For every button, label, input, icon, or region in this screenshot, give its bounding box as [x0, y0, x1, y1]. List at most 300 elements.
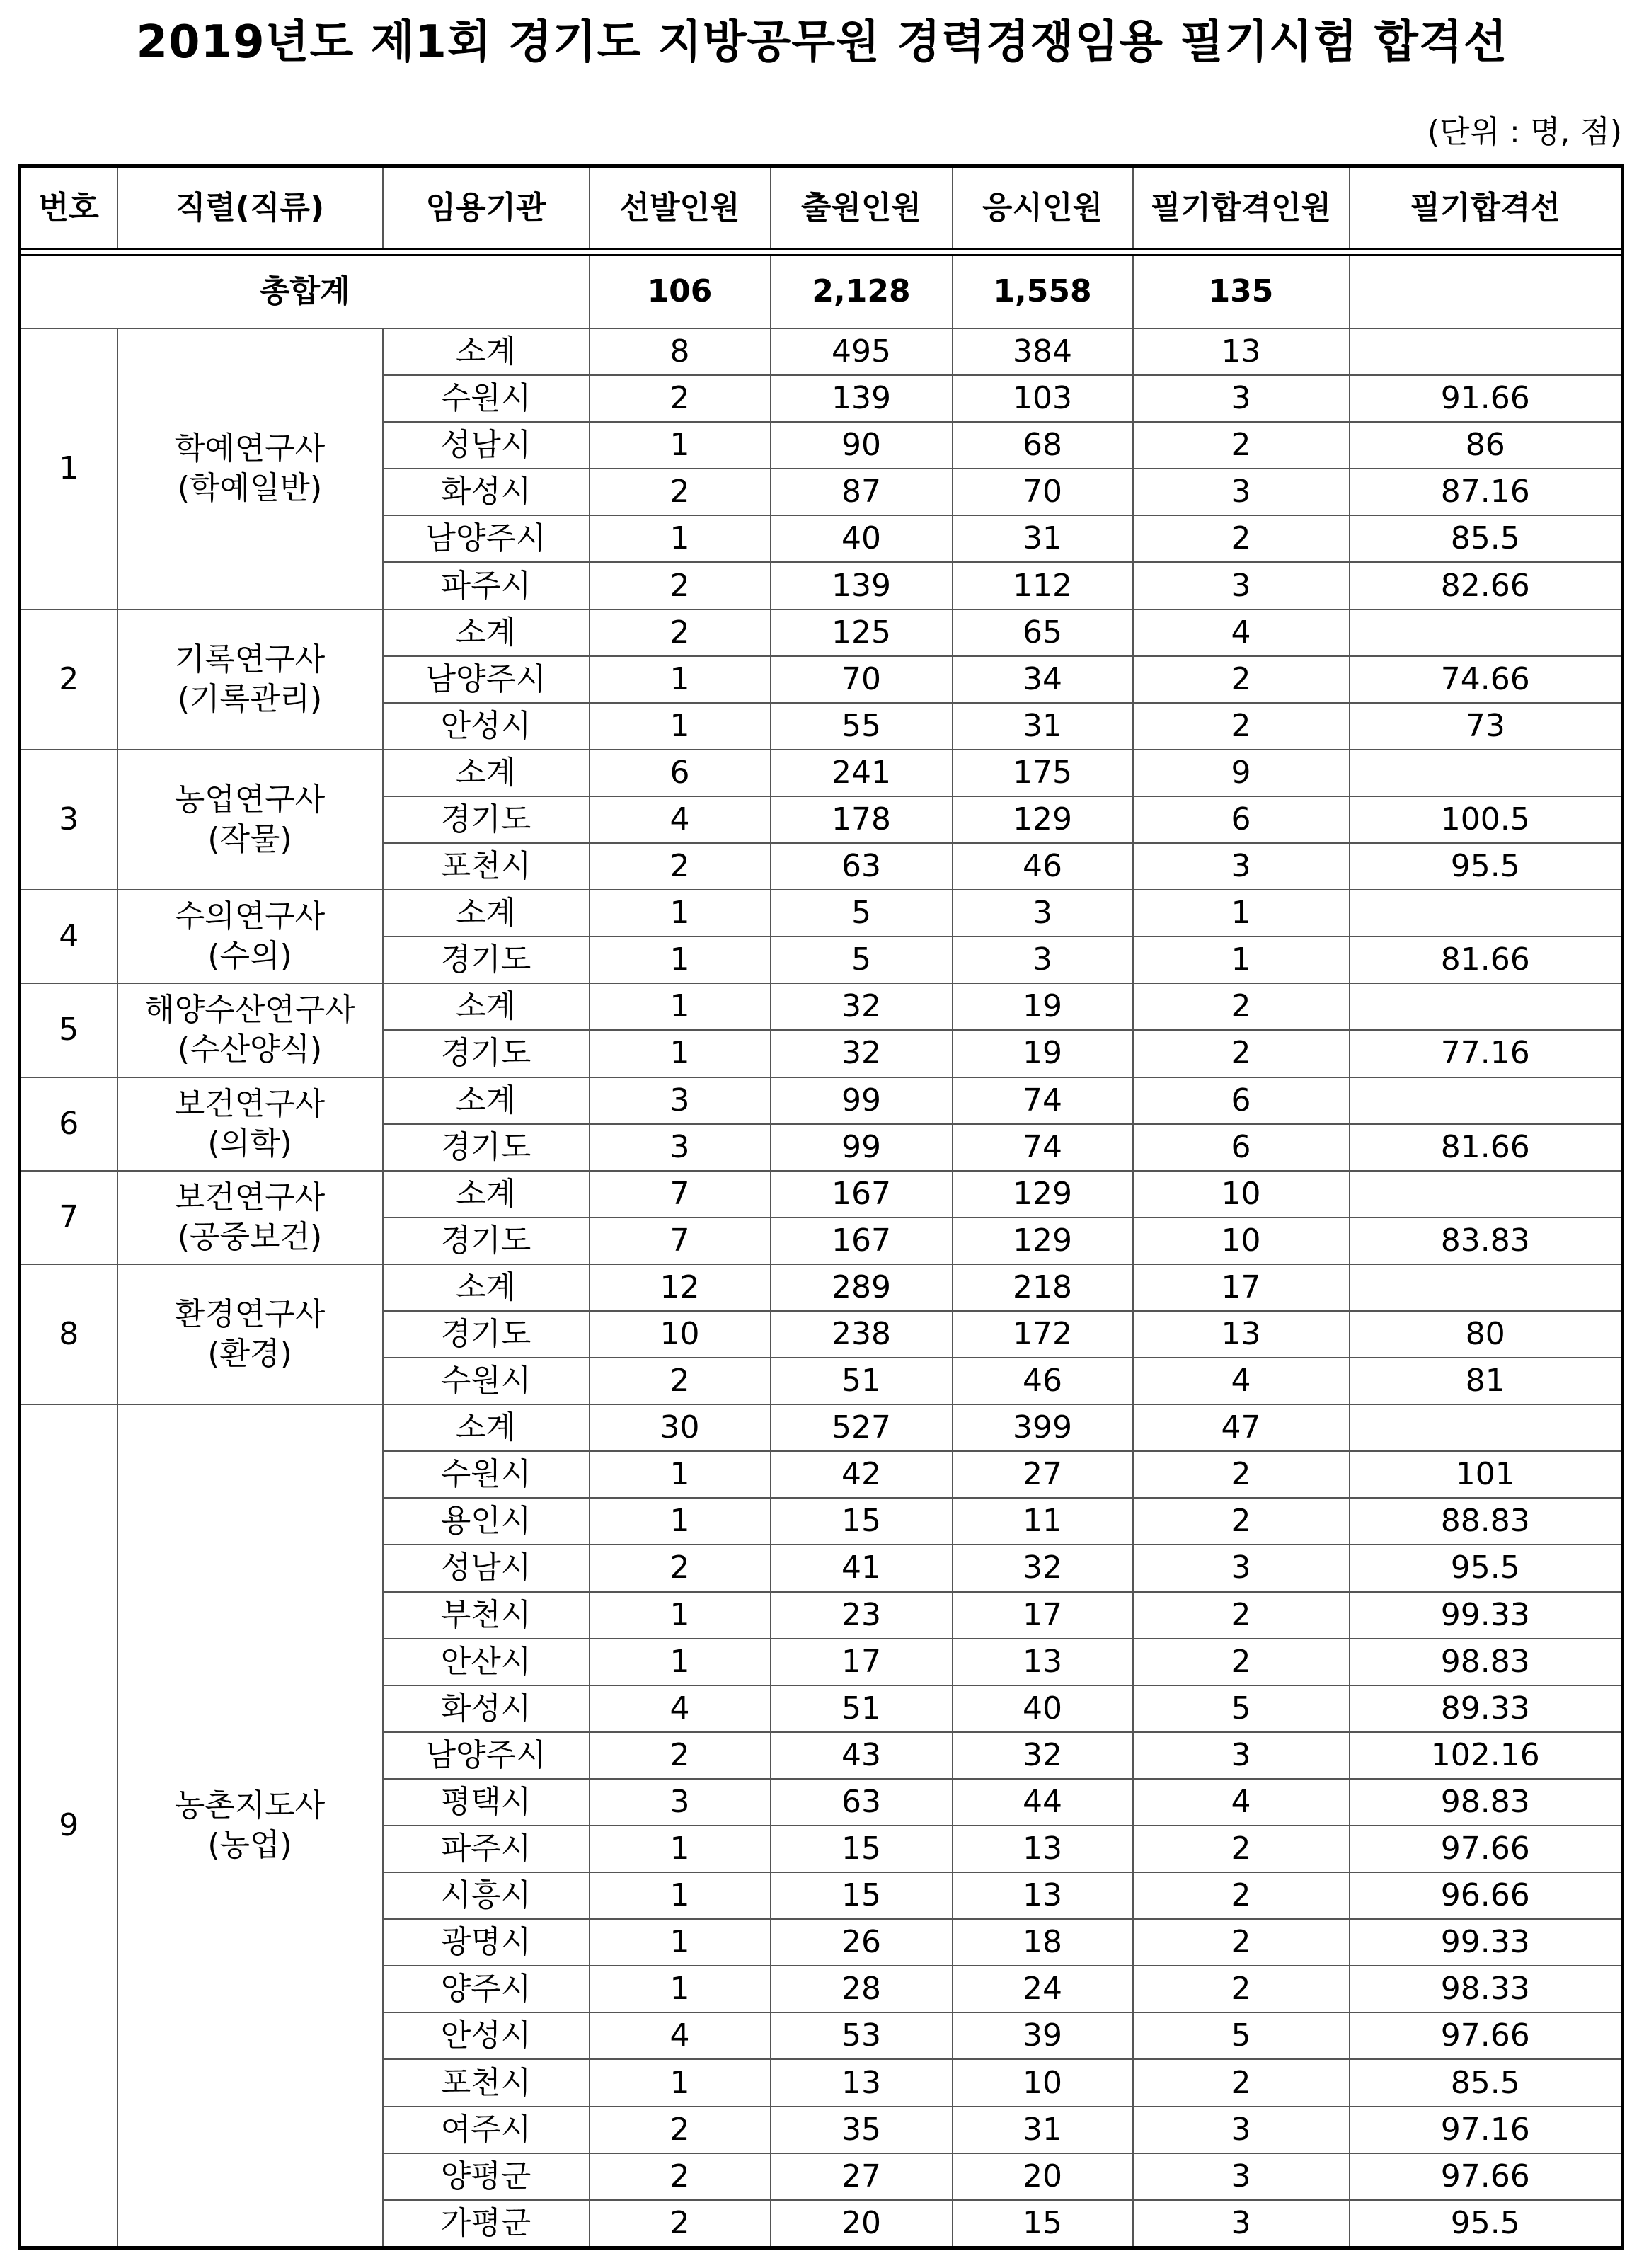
cutoff-cell: 82.66 [1350, 562, 1623, 609]
attended-cell: 13 [953, 1826, 1133, 1872]
group-number: 5 [20, 983, 117, 1077]
passed-cell: 5 [1133, 2012, 1350, 2059]
results-table [18, 164, 1624, 2250]
agency-cell: 남양주시 [383, 515, 590, 562]
attended-cell: 27 [953, 1451, 1133, 1498]
attended-cell: 46 [953, 1358, 1133, 1404]
selected-cell: 30 [590, 1404, 771, 1451]
table-row [20, 983, 1623, 1030]
applied-cell: 27 [771, 2153, 953, 2200]
applied-cell: 43 [771, 1732, 953, 1779]
total-cutoff [1350, 255, 1623, 328]
passed-cell: 3 [1133, 2153, 1350, 2200]
attended-cell: 19 [953, 1030, 1133, 1077]
applied-cell: 90 [771, 422, 953, 469]
job-category: (기록관리) [177, 680, 323, 717]
passed-cell: 13 [1133, 1311, 1350, 1358]
cutoff-cell [1350, 1171, 1623, 1218]
selected-cell: 2 [590, 562, 771, 609]
cutoff-cell: 91.66 [1350, 375, 1623, 422]
cutoff-cell: 89.33 [1350, 1685, 1623, 1732]
attended-cell: 34 [953, 656, 1133, 703]
cutoff-cell: 97.66 [1350, 1826, 1623, 1872]
header-cell: 응시인원 [953, 166, 1133, 250]
group-number: 4 [20, 890, 117, 983]
spacer-row [20, 249, 1623, 255]
attended-cell: 19 [953, 983, 1133, 1030]
selected-cell: 1 [590, 1639, 771, 1685]
attended-cell: 44 [953, 1779, 1133, 1826]
cutoff-cell: 98.83 [1350, 1779, 1623, 1826]
attended-cell: 20 [953, 2153, 1133, 2200]
attended-cell: 13 [953, 1639, 1133, 1685]
passed-cell: 13 [1133, 328, 1350, 375]
attended-cell: 68 [953, 422, 1133, 469]
selected-cell: 1 [590, 1919, 771, 1966]
passed-cell: 2 [1133, 1639, 1350, 1685]
cutoff-cell [1350, 1077, 1623, 1124]
attended-cell: 129 [953, 1171, 1133, 1218]
applied-cell: 139 [771, 562, 953, 609]
selected-cell: 4 [590, 1685, 771, 1732]
cutoff-cell: 98.33 [1350, 1966, 1623, 2012]
selected-cell: 12 [590, 1264, 771, 1311]
applied-cell: 32 [771, 983, 953, 1030]
agency-cell: 소계 [383, 1171, 590, 1218]
table-row [20, 750, 1623, 796]
selected-cell: 1 [590, 937, 771, 983]
header-row [20, 166, 1623, 250]
agency-cell: 성남시 [383, 1545, 590, 1591]
cutoff-cell [1350, 750, 1623, 796]
cutoff-cell: 100.5 [1350, 796, 1623, 843]
table-row [20, 890, 1623, 937]
agency-cell: 소계 [383, 983, 590, 1030]
applied-cell: 139 [771, 375, 953, 422]
passed-cell: 2 [1133, 515, 1350, 562]
group-number: 2 [20, 609, 117, 750]
agency-cell: 화성시 [383, 469, 590, 515]
agency-cell: 가평군 [383, 2200, 590, 2248]
passed-cell: 5 [1133, 1685, 1350, 1732]
applied-cell: 495 [771, 328, 953, 375]
header-cell: 임용기관 [383, 166, 590, 250]
passed-cell: 4 [1133, 1358, 1350, 1404]
passed-cell: 47 [1133, 1404, 1350, 1451]
selected-cell: 1 [590, 703, 771, 750]
job-series [117, 1171, 383, 1264]
applied-cell: 87 [771, 469, 953, 515]
attended-cell: 31 [953, 703, 1133, 750]
applied-cell: 125 [771, 609, 953, 656]
passed-cell: 6 [1133, 796, 1350, 843]
group-number: 1 [20, 328, 117, 609]
applied-cell: 178 [771, 796, 953, 843]
agency-cell: 남양주시 [383, 1732, 590, 1779]
cutoff-cell: 81 [1350, 1358, 1623, 1404]
cutoff-cell: 101 [1350, 1451, 1623, 1498]
cutoff-cell [1350, 1264, 1623, 1311]
table-row [20, 328, 1623, 375]
cutoff-cell: 95.5 [1350, 1545, 1623, 1591]
cutoff-cell: 87.16 [1350, 469, 1623, 515]
cutoff-cell: 97.66 [1350, 2012, 1623, 2059]
applied-cell: 23 [771, 1592, 953, 1639]
selected-cell: 4 [590, 796, 771, 843]
selected-cell: 2 [590, 1732, 771, 1779]
job-name: 농업연구사 [174, 781, 326, 818]
applied-cell: 63 [771, 1779, 953, 1826]
agency-cell: 용인시 [383, 1498, 590, 1545]
agency-cell: 파주시 [383, 562, 590, 609]
passed-cell: 10 [1133, 1218, 1350, 1264]
agency-cell: 포천시 [383, 843, 590, 890]
selected-cell: 1 [590, 1451, 771, 1498]
passed-cell: 3 [1133, 469, 1350, 515]
selected-cell: 2 [590, 2153, 771, 2200]
cutoff-cell: 102.16 [1350, 1732, 1623, 1779]
agency-cell: 경기도 [383, 1124, 590, 1171]
selected-cell: 6 [590, 750, 771, 796]
passed-cell: 10 [1133, 1171, 1350, 1218]
cutoff-cell: 97.16 [1350, 2107, 1623, 2153]
passed-cell: 1 [1133, 937, 1350, 983]
table-row [20, 1264, 1623, 1311]
job-name: 환경연구사 [174, 1296, 326, 1333]
applied-cell: 32 [771, 1030, 953, 1077]
applied-cell: 20 [771, 2200, 953, 2248]
selected-cell: 1 [590, 515, 771, 562]
applied-cell: 26 [771, 1919, 953, 1966]
attended-cell: 399 [953, 1404, 1133, 1451]
cutoff-cell: 81.66 [1350, 1124, 1623, 1171]
attended-cell: 32 [953, 1545, 1133, 1591]
total-label: 총합계 [20, 255, 590, 328]
applied-cell: 53 [771, 2012, 953, 2059]
passed-cell: 17 [1133, 1264, 1350, 1311]
passed-cell: 3 [1133, 1545, 1350, 1591]
job-name: 기록연구사 [174, 641, 326, 677]
cutoff-cell: 95.5 [1350, 843, 1623, 890]
selected-cell: 1 [590, 422, 771, 469]
selected-cell: 3 [590, 1779, 771, 1826]
attended-cell: 103 [953, 375, 1133, 422]
attended-cell: 11 [953, 1498, 1133, 1545]
header-cell: 번호 [20, 166, 117, 250]
cutoff-cell: 77.16 [1350, 1030, 1623, 1077]
cutoff-cell [1350, 890, 1623, 937]
cutoff-cell: 73 [1350, 703, 1623, 750]
selected-cell: 2 [590, 375, 771, 422]
selected-cell: 10 [590, 1311, 771, 1358]
applied-cell: 289 [771, 1264, 953, 1311]
attended-cell: 129 [953, 1218, 1133, 1264]
agency-cell: 경기도 [383, 937, 590, 983]
attended-cell: 32 [953, 1732, 1133, 1779]
cutoff-cell [1350, 609, 1623, 656]
table-row [20, 609, 1623, 656]
job-category: (수의) [207, 938, 292, 975]
job-series [117, 750, 383, 890]
total-row [20, 255, 1623, 328]
applied-cell: 15 [771, 1826, 953, 1872]
attended-cell: 15 [953, 2200, 1133, 2248]
agency-cell: 파주시 [383, 1826, 590, 1872]
selected-cell: 3 [590, 1077, 771, 1124]
passed-cell: 2 [1133, 983, 1350, 1030]
attended-cell: 74 [953, 1124, 1133, 1171]
agency-cell: 시흥시 [383, 1872, 590, 1919]
job-series [117, 983, 383, 1077]
passed-cell: 3 [1133, 2200, 1350, 2248]
passed-cell: 2 [1133, 703, 1350, 750]
job-name: 학예연구사 [174, 430, 326, 467]
job-name: 수의연구사 [174, 898, 326, 935]
header-cell: 출원인원 [771, 166, 953, 250]
unit-note: (단위 : 명, 점) [1427, 114, 1622, 150]
applied-cell: 167 [771, 1218, 953, 1264]
attended-cell: 74 [953, 1077, 1133, 1124]
total-attended: 1,558 [953, 255, 1133, 328]
applied-cell: 55 [771, 703, 953, 750]
agency-cell: 화성시 [383, 1685, 590, 1732]
cutoff-cell: 74.66 [1350, 656, 1623, 703]
selected-cell: 7 [590, 1218, 771, 1264]
attended-cell: 172 [953, 1311, 1133, 1358]
selected-cell: 4 [590, 2012, 771, 2059]
agency-cell: 소계 [383, 890, 590, 937]
passed-cell: 2 [1133, 1451, 1350, 1498]
group-number: 3 [20, 750, 117, 890]
job-series [117, 609, 383, 750]
passed-cell: 2 [1133, 1826, 1350, 1872]
group-number: 7 [20, 1171, 117, 1264]
agency-cell: 광명시 [383, 1919, 590, 1966]
applied-cell: 70 [771, 656, 953, 703]
applied-cell: 41 [771, 1545, 953, 1591]
job-name: 농촌지도사 [174, 1787, 326, 1823]
passed-cell: 2 [1133, 1030, 1350, 1077]
passed-cell: 3 [1133, 2107, 1350, 2153]
agency-cell: 소계 [383, 1404, 590, 1451]
cutoff-cell: 96.66 [1350, 1872, 1623, 1919]
passed-cell: 2 [1133, 1872, 1350, 1919]
passed-cell: 6 [1133, 1077, 1350, 1124]
agency-cell: 경기도 [383, 796, 590, 843]
selected-cell: 8 [590, 328, 771, 375]
attended-cell: 384 [953, 328, 1133, 375]
passed-cell: 2 [1133, 1919, 1350, 1966]
applied-cell: 99 [771, 1124, 953, 1171]
total-passed: 135 [1133, 255, 1350, 328]
attended-cell: 175 [953, 750, 1133, 796]
selected-cell: 2 [590, 609, 771, 656]
job-series [117, 1077, 383, 1171]
attended-cell: 40 [953, 1685, 1133, 1732]
selected-cell: 2 [590, 1358, 771, 1404]
header-cell: 필기합격인원 [1133, 166, 1350, 250]
attended-cell: 31 [953, 515, 1133, 562]
applied-cell: 17 [771, 1639, 953, 1685]
selected-cell: 2 [590, 843, 771, 890]
cutoff-cell [1350, 1404, 1623, 1451]
cutoff-cell [1350, 983, 1623, 1030]
selected-cell: 1 [590, 1872, 771, 1919]
agency-cell: 소계 [383, 750, 590, 796]
applied-cell: 15 [771, 1498, 953, 1545]
attended-cell: 129 [953, 796, 1133, 843]
passed-cell: 1 [1133, 890, 1350, 937]
passed-cell: 3 [1133, 375, 1350, 422]
header-cell: 선발인원 [590, 166, 771, 250]
selected-cell: 2 [590, 2107, 771, 2153]
selected-cell: 1 [590, 1826, 771, 1872]
applied-cell: 15 [771, 1872, 953, 1919]
attended-cell: 13 [953, 1872, 1133, 1919]
passed-cell: 2 [1133, 1966, 1350, 2012]
applied-cell: 527 [771, 1404, 953, 1451]
group-number: 8 [20, 1264, 117, 1404]
selected-cell: 2 [590, 1545, 771, 1591]
passed-cell: 3 [1133, 843, 1350, 890]
selected-cell: 1 [590, 1030, 771, 1077]
agency-cell: 수원시 [383, 375, 590, 422]
passed-cell: 4 [1133, 609, 1350, 656]
selected-cell: 3 [590, 1124, 771, 1171]
job-name: 해양수산연구사 [144, 992, 355, 1029]
agency-cell: 포천시 [383, 2059, 590, 2106]
cutoff-cell: 85.5 [1350, 515, 1623, 562]
selected-cell: 1 [590, 1592, 771, 1639]
job-category: (작물) [207, 820, 292, 857]
job-series [117, 890, 383, 983]
header-cell: 필기합격선 [1350, 166, 1623, 250]
attended-cell: 70 [953, 469, 1133, 515]
job-category: (공중보건) [177, 1218, 323, 1255]
agency-cell: 부천시 [383, 1592, 590, 1639]
agency-cell: 남양주시 [383, 656, 590, 703]
passed-cell: 4 [1133, 1779, 1350, 1826]
agency-cell: 여주시 [383, 2107, 590, 2153]
job-series [117, 1404, 383, 2247]
selected-cell: 1 [590, 656, 771, 703]
agency-cell: 수원시 [383, 1358, 590, 1404]
job-category: (의학) [207, 1125, 292, 1162]
attended-cell: 17 [953, 1592, 1133, 1639]
passed-cell: 2 [1133, 656, 1350, 703]
attended-cell: 46 [953, 843, 1133, 890]
selected-cell: 2 [590, 2200, 771, 2248]
table-row [20, 1077, 1623, 1124]
cutoff-cell [1350, 328, 1623, 375]
cutoff-cell: 99.33 [1350, 1919, 1623, 1966]
applied-cell: 40 [771, 515, 953, 562]
selected-cell: 1 [590, 1966, 771, 2012]
applied-cell: 5 [771, 890, 953, 937]
job-series [117, 1264, 383, 1404]
applied-cell: 51 [771, 1685, 953, 1732]
applied-cell: 241 [771, 750, 953, 796]
cutoff-cell: 99.33 [1350, 1592, 1623, 1639]
table-body [20, 249, 1623, 2247]
applied-cell: 13 [771, 2059, 953, 2106]
applied-cell: 35 [771, 2107, 953, 2153]
job-category: (수산양식) [177, 1031, 323, 1068]
job-name: 보건연구사 [174, 1085, 326, 1122]
selected-cell: 7 [590, 1171, 771, 1218]
passed-cell: 2 [1133, 422, 1350, 469]
cutoff-cell: 80 [1350, 1311, 1623, 1358]
group-number: 6 [20, 1077, 117, 1171]
cutoff-cell: 95.5 [1350, 2200, 1623, 2248]
cutoff-cell: 97.66 [1350, 2153, 1623, 2200]
attended-cell: 10 [953, 2059, 1133, 2106]
table-row [20, 1171, 1623, 1218]
attended-cell: 31 [953, 2107, 1133, 2153]
table-row [20, 1404, 1623, 1451]
passed-cell: 6 [1133, 1124, 1350, 1171]
applied-cell: 42 [771, 1451, 953, 1498]
agency-cell: 경기도 [383, 1311, 590, 1358]
header-cell: 직렬(직류) [117, 166, 383, 250]
cutoff-cell: 98.83 [1350, 1639, 1623, 1685]
selected-cell: 1 [590, 890, 771, 937]
cutoff-cell: 86 [1350, 422, 1623, 469]
cutoff-cell: 83.83 [1350, 1218, 1623, 1264]
agency-cell: 경기도 [383, 1030, 590, 1077]
applied-cell: 5 [771, 937, 953, 983]
agency-cell: 소계 [383, 1077, 590, 1124]
applied-cell: 28 [771, 1966, 953, 2012]
agency-cell: 소계 [383, 609, 590, 656]
job-category: (환경) [207, 1336, 292, 1373]
applied-cell: 238 [771, 1311, 953, 1358]
total-applied: 2,128 [771, 255, 953, 328]
group-number: 9 [20, 1404, 117, 2247]
job-category: (농업) [207, 1827, 292, 1863]
agency-cell: 수원시 [383, 1451, 590, 1498]
applied-cell: 51 [771, 1358, 953, 1404]
agency-cell: 안성시 [383, 2012, 590, 2059]
passed-cell: 9 [1133, 750, 1350, 796]
cutoff-cell: 81.66 [1350, 937, 1623, 983]
agency-cell: 양평군 [383, 2153, 590, 2200]
agency-cell: 성남시 [383, 422, 590, 469]
agency-cell: 안산시 [383, 1639, 590, 1685]
attended-cell: 24 [953, 1966, 1133, 2012]
attended-cell: 18 [953, 1919, 1133, 1966]
passed-cell: 2 [1133, 2059, 1350, 2106]
selected-cell: 1 [590, 1498, 771, 1545]
job-series [117, 328, 383, 609]
attended-cell: 3 [953, 937, 1133, 983]
agency-cell: 양주시 [383, 1966, 590, 2012]
applied-cell: 167 [771, 1171, 953, 1218]
applied-cell: 63 [771, 843, 953, 890]
agency-cell: 소계 [383, 328, 590, 375]
applied-cell: 99 [771, 1077, 953, 1124]
passed-cell: 3 [1133, 1732, 1350, 1779]
cutoff-cell: 88.83 [1350, 1498, 1623, 1545]
attended-cell: 112 [953, 562, 1133, 609]
passed-cell: 2 [1133, 1592, 1350, 1639]
agency-cell: 안성시 [383, 703, 590, 750]
agency-cell: 소계 [383, 1264, 590, 1311]
attended-cell: 65 [953, 609, 1133, 656]
agency-cell: 평택시 [383, 1779, 590, 1826]
job-name: 보건연구사 [174, 1179, 326, 1215]
job-category: (학예일반) [177, 470, 323, 507]
